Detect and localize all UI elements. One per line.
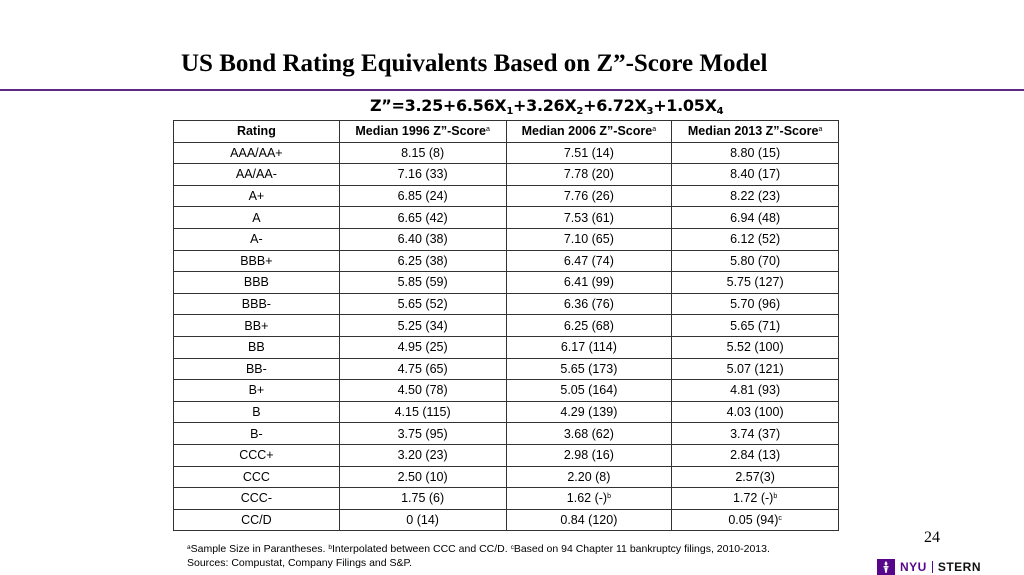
cell-2013: 8.40 (17) — [672, 164, 839, 186]
cell-2006: 7.10 (65) — [506, 228, 672, 250]
cell-2013: 4.03 (100) — [672, 401, 839, 423]
table-row — [174, 358, 839, 380]
z-score-formula — [370, 96, 723, 117]
header-rating: Rating — [174, 121, 340, 143]
cell-2013: 2.84 (13) — [672, 444, 839, 466]
cell-rating: CCC+ — [174, 444, 340, 466]
cell-2013: 8.22 (23) — [672, 185, 839, 207]
cell-1996: 5.25 (34) — [339, 315, 506, 337]
cell-rating: AA/AA- — [174, 164, 340, 186]
nyu-stern-logo — [877, 558, 981, 575]
cell-2006: 2.20 (8) — [506, 466, 672, 488]
page-number: 24 — [924, 529, 940, 546]
table-row — [174, 185, 839, 207]
header-2013: Median 2013 Z”-Score$^a$ — [672, 121, 839, 143]
cell-2006: 2.98 (16) — [506, 444, 672, 466]
title-rule — [0, 89, 1024, 91]
cell-2013: 5.75 (127) — [672, 272, 839, 294]
table-row — [174, 207, 839, 229]
footnote — [187, 541, 770, 570]
nyu-torch-icon — [877, 559, 895, 575]
cell-rating: BBB — [174, 272, 340, 294]
table-row — [174, 444, 839, 466]
cell-rating: A+ — [174, 185, 340, 207]
table-row — [174, 509, 839, 531]
cell-2013: 5.07 (121) — [672, 358, 839, 380]
cell-rating: BB+ — [174, 315, 340, 337]
cell-2006: 3.68 (62) — [506, 423, 672, 445]
table-row — [174, 228, 839, 250]
cell-rating: CCC — [174, 466, 340, 488]
cell-2006: 6.17 (114) — [506, 336, 672, 358]
cell-2013: 5.70 (96) — [672, 293, 839, 315]
cell-1996: 3.20 (23) — [339, 444, 506, 466]
cell-2013: 5.65 (71) — [672, 315, 839, 337]
table-row — [174, 293, 839, 315]
cell-1996: 6.65 (42) — [339, 207, 506, 229]
bond-rating-table — [173, 120, 839, 531]
cell-2013: 2.57(3) — [672, 466, 839, 488]
cell-rating: CC/D — [174, 509, 340, 531]
table-row — [174, 336, 839, 358]
cell-2006: 6.25 (68) — [506, 315, 672, 337]
cell-2013: 0.05 $(94)^c$ — [672, 509, 839, 531]
cell-2013: 6.94 (48) — [672, 207, 839, 229]
cell-2013: 6.12 (52) — [672, 228, 839, 250]
header-1996: Median 1996 Z”-Score$^a$ — [339, 121, 506, 143]
cell-1996: 4.75 (65) — [339, 358, 506, 380]
cell-2006: 6.36 (76) — [506, 293, 672, 315]
cell-1996: 0 (14) — [339, 509, 506, 531]
formula-subscript: 1 — [506, 106, 513, 117]
cell-1996: 2.50 (10) — [339, 466, 506, 488]
cell-1996: 5.85 (59) — [339, 272, 506, 294]
table-row — [174, 380, 839, 402]
cell-2013: 5.80 (70) — [672, 250, 839, 272]
table-row — [174, 401, 839, 423]
cell-2013: 1.72 $(-)^b$ — [672, 488, 839, 510]
cell-2013: 3.74 (37) — [672, 423, 839, 445]
formula-term: +1.05X — [653, 96, 717, 115]
cell-2006: 6.47 (74) — [506, 250, 672, 272]
cell-2006: 1.62 $(-)^b$ — [506, 488, 672, 510]
cell-2006: 7.76 (26) — [506, 185, 672, 207]
table-row — [174, 488, 839, 510]
slide-title: US Bond Rating Equivalents Based on Z”-Score Model — [181, 50, 768, 77]
cell-2006: 7.51 (14) — [506, 142, 672, 164]
cell-rating: B — [174, 401, 340, 423]
cell-2006: 7.78 (20) — [506, 164, 672, 186]
cell-1996: 4.50 (78) — [339, 380, 506, 402]
cell-rating: B+ — [174, 380, 340, 402]
formula-term: +6.72X — [583, 96, 647, 115]
table-row — [174, 315, 839, 337]
formula-subscript: 4 — [716, 106, 724, 117]
cell-rating: BB- — [174, 358, 340, 380]
table-header-row — [174, 121, 839, 143]
cell-1996: 4.95 (25) — [339, 336, 506, 358]
cell-rating: AAA/AA+ — [174, 142, 340, 164]
cell-1996: 7.16 (33) — [339, 164, 506, 186]
footnote-line: $^a$Sample Size in Parantheses. $^b$Interpolated between CCC and CC/D. $^c$Based on 94 Chapter 11 bankruptcy filings, 2010-2013. — [187, 543, 770, 555]
cell-rating: BB — [174, 336, 340, 358]
cell-1996: 5.65 (52) — [339, 293, 506, 315]
cell-2006: 5.65 (173) — [506, 358, 672, 380]
cell-2013: 4.81 (93) — [672, 380, 839, 402]
cell-rating: A — [174, 207, 340, 229]
cell-2006: 6.41 (99) — [506, 272, 672, 294]
cell-1996: 1.75 (6) — [339, 488, 506, 510]
formula-term: +3.26X — [513, 96, 577, 115]
cell-2006: 4.29 (139) — [506, 401, 672, 423]
cell-2006: 0.84 (120) — [506, 509, 672, 531]
cell-1996: 6.25 (38) — [339, 250, 506, 272]
table-row — [174, 142, 839, 164]
table-row — [174, 272, 839, 294]
cell-rating: BBB- — [174, 293, 340, 315]
cell-rating: CCC- — [174, 488, 340, 510]
cell-2006: 7.53 (61) — [506, 207, 672, 229]
table-row — [174, 164, 839, 186]
table-row — [174, 423, 839, 445]
cell-rating: BBB+ — [174, 250, 340, 272]
header-2006: Median 2006 Z”-Score$^a$ — [506, 121, 672, 143]
cell-1996: 3.75 (95) — [339, 423, 506, 445]
formula-term: Z”=3.25+6.56X — [370, 96, 507, 115]
logo-nyu-text: NYU — [900, 559, 927, 574]
logo-stern-text: STERN — [937, 559, 982, 574]
cell-2006: 5.05 (164) — [506, 380, 672, 402]
logo-divider — [932, 561, 933, 573]
formula-subscript: 2 — [576, 106, 584, 117]
cell-rating: A- — [174, 228, 340, 250]
cell-1996: 6.85 (24) — [339, 185, 506, 207]
formula-subscript: 3 — [646, 106, 654, 117]
cell-rating: B- — [174, 423, 340, 445]
table-row — [174, 466, 839, 488]
cell-1996: 6.40 (38) — [339, 228, 506, 250]
sources-line: Sources: Compustat, Company Filings and S&P. — [187, 557, 413, 569]
cell-2013: 5.52 (100) — [672, 336, 839, 358]
table-row — [174, 250, 839, 272]
cell-1996: 8.15 (8) — [339, 142, 506, 164]
cell-1996: 4.15 (115) — [339, 401, 506, 423]
cell-2013: 8.80 (15) — [672, 142, 839, 164]
